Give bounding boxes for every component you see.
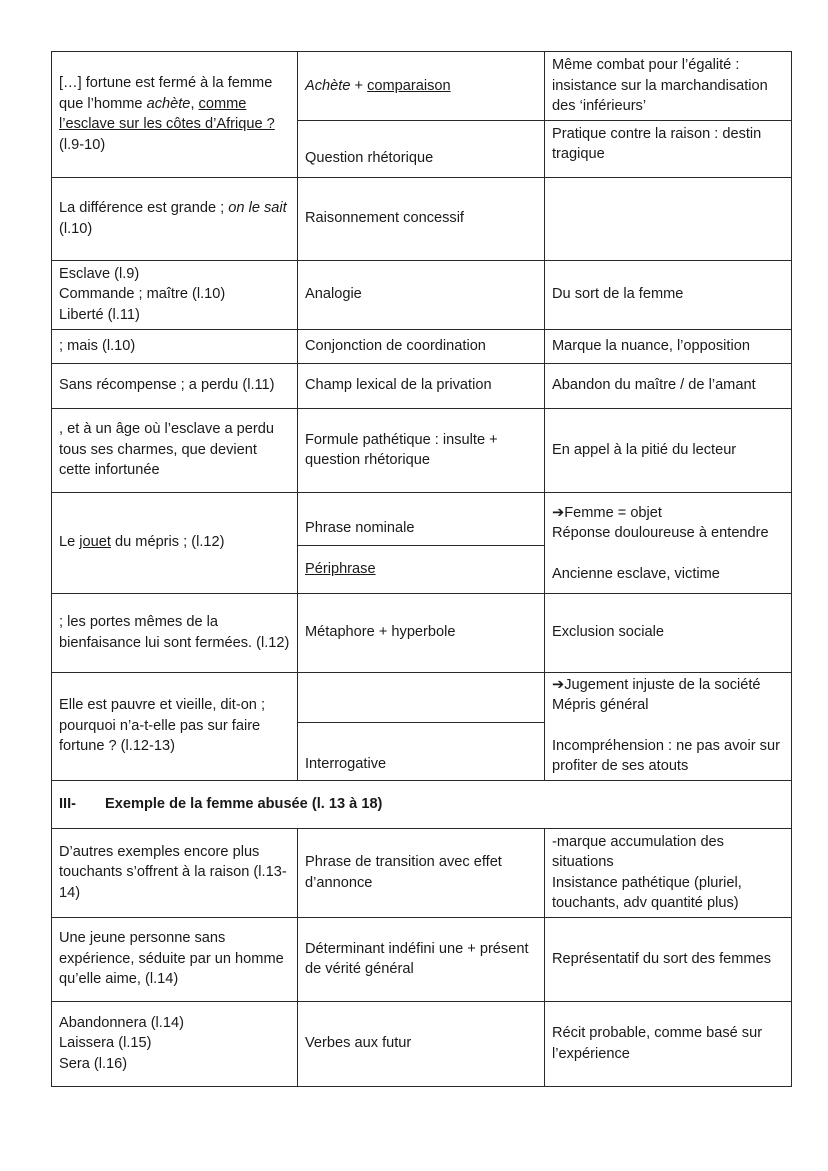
interpretation-cell: Même combat pour l’égalité : insistance sur la marchandisation des ‘inférieurs’: [545, 52, 792, 121]
analysis-table: [51, 51, 792, 1087]
interpretation-cell: Du sort de la femme: [545, 260, 792, 329]
quote-cell: Abandonnera (l.14) Laissera (l.15) Sera (l.16): [52, 1001, 298, 1086]
table-row: [52, 828, 792, 917]
interpretation-cell: ➔Femme = objet Réponse douloureuse à entendre Ancienne esclave, victime: [545, 492, 792, 593]
table-row: [52, 917, 792, 1001]
interpretation-cell: ➔Jugement injuste de la société Mépris général Incompréhension : ne pas avoir sur profiter de ses atouts: [545, 672, 792, 780]
quote-cell: ; les portes mêmes de la bienfaisance lui sont fermées. (l.12): [52, 593, 298, 672]
quote-cell: […] fortune est fermé à la femme que l’homme achète, comme l’esclave sur les côtes d’Afrique ? (l.9-10): [52, 52, 298, 178]
interpretation-cell: Représentatif du sort des femmes: [545, 917, 792, 1001]
quote-cell: Elle est pauvre et vieille, dit-on ; pourquoi n’a-t-elle pas sur faire fortune ? (l.12-13): [52, 672, 298, 780]
device-cell: Champ lexical de la privation: [298, 363, 545, 408]
device-cell: Raisonnement concessif: [298, 177, 545, 260]
interpretation-cell: En appel à la pitié du lecteur: [545, 408, 792, 492]
table-row: [52, 672, 792, 722]
device-cell: Formule pathétique : insulte + question rhétorique: [298, 408, 545, 492]
quote-cell: Sans récompense ; a perdu (l.11): [52, 363, 298, 408]
quote-cell: ; mais (l.10): [52, 329, 298, 363]
section-header-row: [52, 780, 792, 828]
interpretation-cell: Récit probable, comme basé sur l’expérience: [545, 1001, 792, 1086]
interpretation-cell: Marque la nuance, l’opposition: [545, 329, 792, 363]
interpretation-cell: Exclusion sociale: [545, 593, 792, 672]
device-cell: Verbes aux futur: [298, 1001, 545, 1086]
device-cell: Interrogative: [298, 722, 545, 780]
table-row: [52, 408, 792, 492]
interpretation-cell: -marque accumulation des situations Insistance pathétique (pluriel, touchants, adv quantité plus): [545, 828, 792, 917]
interpretation-cell: Pratique contre la raison : destin tragique: [545, 120, 792, 177]
device-cell: Phrase de transition avec effet d’annonce: [298, 828, 545, 917]
quote-cell: , et à un âge où l’esclave a perdu tous ses charmes, que devient cette infortunée: [52, 408, 298, 492]
table-row: [52, 363, 792, 408]
device-cell: Achète + comparaison: [298, 52, 545, 121]
section-heading: III- Exemple de la femme abusée (l. 13 à 18): [52, 780, 792, 828]
device-cell: Périphrase: [298, 545, 545, 593]
table-row: [52, 1001, 792, 1086]
device-cell: Phrase nominale: [298, 492, 545, 545]
interpretation-cell: Abandon du maître / de l’amant: [545, 363, 792, 408]
quote-cell: Le jouet du mépris ; (l.12): [52, 492, 298, 593]
device-cell: [298, 672, 545, 722]
table-row: [52, 52, 792, 121]
table-row: [52, 593, 792, 672]
device-cell: Déterminant indéfini une + présent de vérité général: [298, 917, 545, 1001]
table-row: [52, 329, 792, 363]
quote-cell: La différence est grande ; on le sait (l.10): [52, 177, 298, 260]
quote-cell: D’autres exemples encore plus touchants s’offrent à la raison (l.13-14): [52, 828, 298, 917]
table-row: [52, 177, 792, 260]
table-row: [52, 492, 792, 545]
interpretation-cell: [545, 177, 792, 260]
device-cell: Analogie: [298, 260, 545, 329]
device-cell: Conjonction de coordination: [298, 329, 545, 363]
device-cell: Question rhétorique: [298, 120, 545, 177]
quote-cell: Une jeune personne sans expérience, séduite par un homme qu’elle aime, (l.14): [52, 917, 298, 1001]
table-row: [52, 260, 792, 329]
device-cell: Métaphore + hyperbole: [298, 593, 545, 672]
quote-cell: Esclave (l.9) Commande ; maître (l.10) Liberté (l.11): [52, 260, 298, 329]
